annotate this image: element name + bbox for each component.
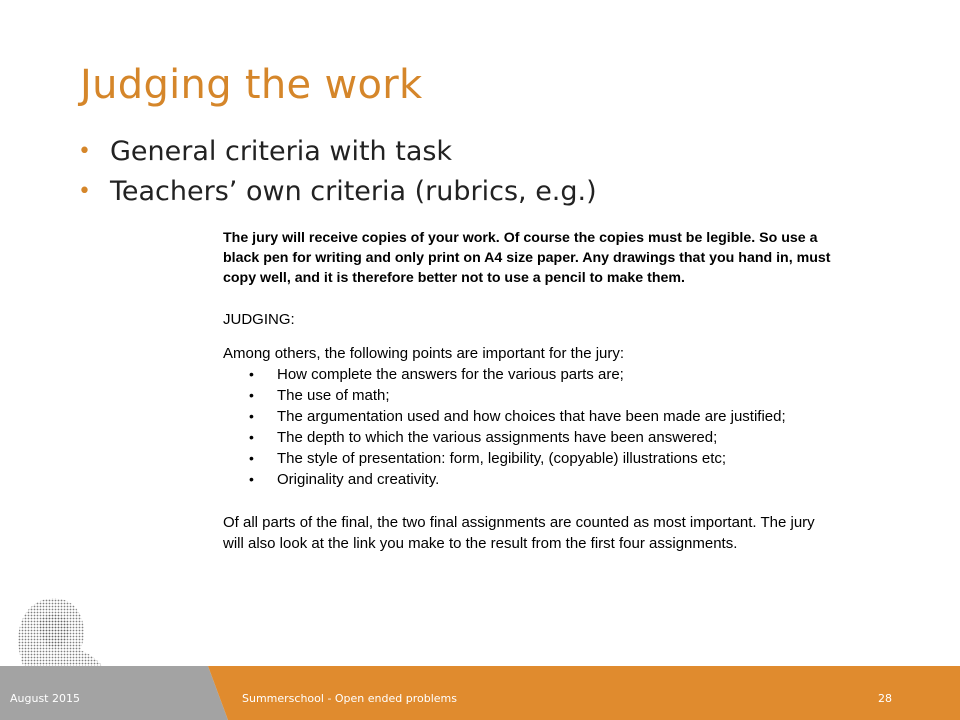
slide-bullet-item (78, 172, 597, 212)
bullet-icon: • (249, 429, 254, 445)
page-number: 28 (878, 692, 892, 705)
slide-bullet-text: General criteria with task (110, 136, 453, 167)
criteria-item (223, 427, 817, 448)
bullet-icon: • (249, 366, 254, 382)
footer-bar (0, 666, 960, 720)
criteria-list (223, 364, 843, 490)
document-closing: Of all parts of the final, the two final assignments are counted as most important. The jury will also look at the link you make to the result from the first four assignments. (223, 514, 815, 552)
document-intro: The jury will receive copies of your work. Of course the copies must be legible. So use a black pen for writing and only print on A4 size paper. Any drawings that you hand in, must copy well, and it is therefore better not to use a pencil to make them. (223, 230, 831, 286)
footer-date: August 2015 (10, 692, 80, 705)
bullet-icon: • (249, 387, 254, 403)
slide-title: Judging the work (80, 62, 423, 108)
criteria-item (223, 364, 817, 385)
criteria-text: Originality and creativity. (277, 471, 440, 488)
criteria-item (223, 469, 817, 490)
criteria-item (223, 385, 817, 406)
bullet-icon: • (249, 450, 254, 466)
bullet-icon: • (78, 139, 91, 164)
footer-background (0, 666, 960, 720)
document-lead: Among others, the following points are important for the jury: (223, 345, 625, 362)
bullet-icon: • (249, 471, 254, 487)
criteria-item (223, 448, 817, 469)
slide-bullet-item (78, 132, 597, 172)
criteria-item (223, 406, 817, 427)
criteria-text: The use of math; (277, 387, 390, 404)
criteria-text: The depth to which the various assignments have been answered; (277, 429, 718, 446)
bullet-icon: • (249, 408, 254, 424)
criteria-text: The argumentation used and how choices that have been made are justified; (277, 408, 786, 425)
document-heading: JUDGING: (223, 311, 295, 328)
criteria-text: The style of presentation: form, legibility, (copyable) illustrations etc; (277, 450, 727, 467)
bullet-icon: • (78, 179, 91, 204)
slide-bullet-list (78, 132, 597, 212)
criteria-text: How complete the answers for the various parts are; (277, 366, 624, 383)
slide-bullet-text: Teachers’ own criteria (rubrics, e.g.) (110, 176, 597, 207)
document-excerpt (223, 228, 843, 554)
footer-title: Summerschool - Open ended problems (242, 692, 457, 705)
